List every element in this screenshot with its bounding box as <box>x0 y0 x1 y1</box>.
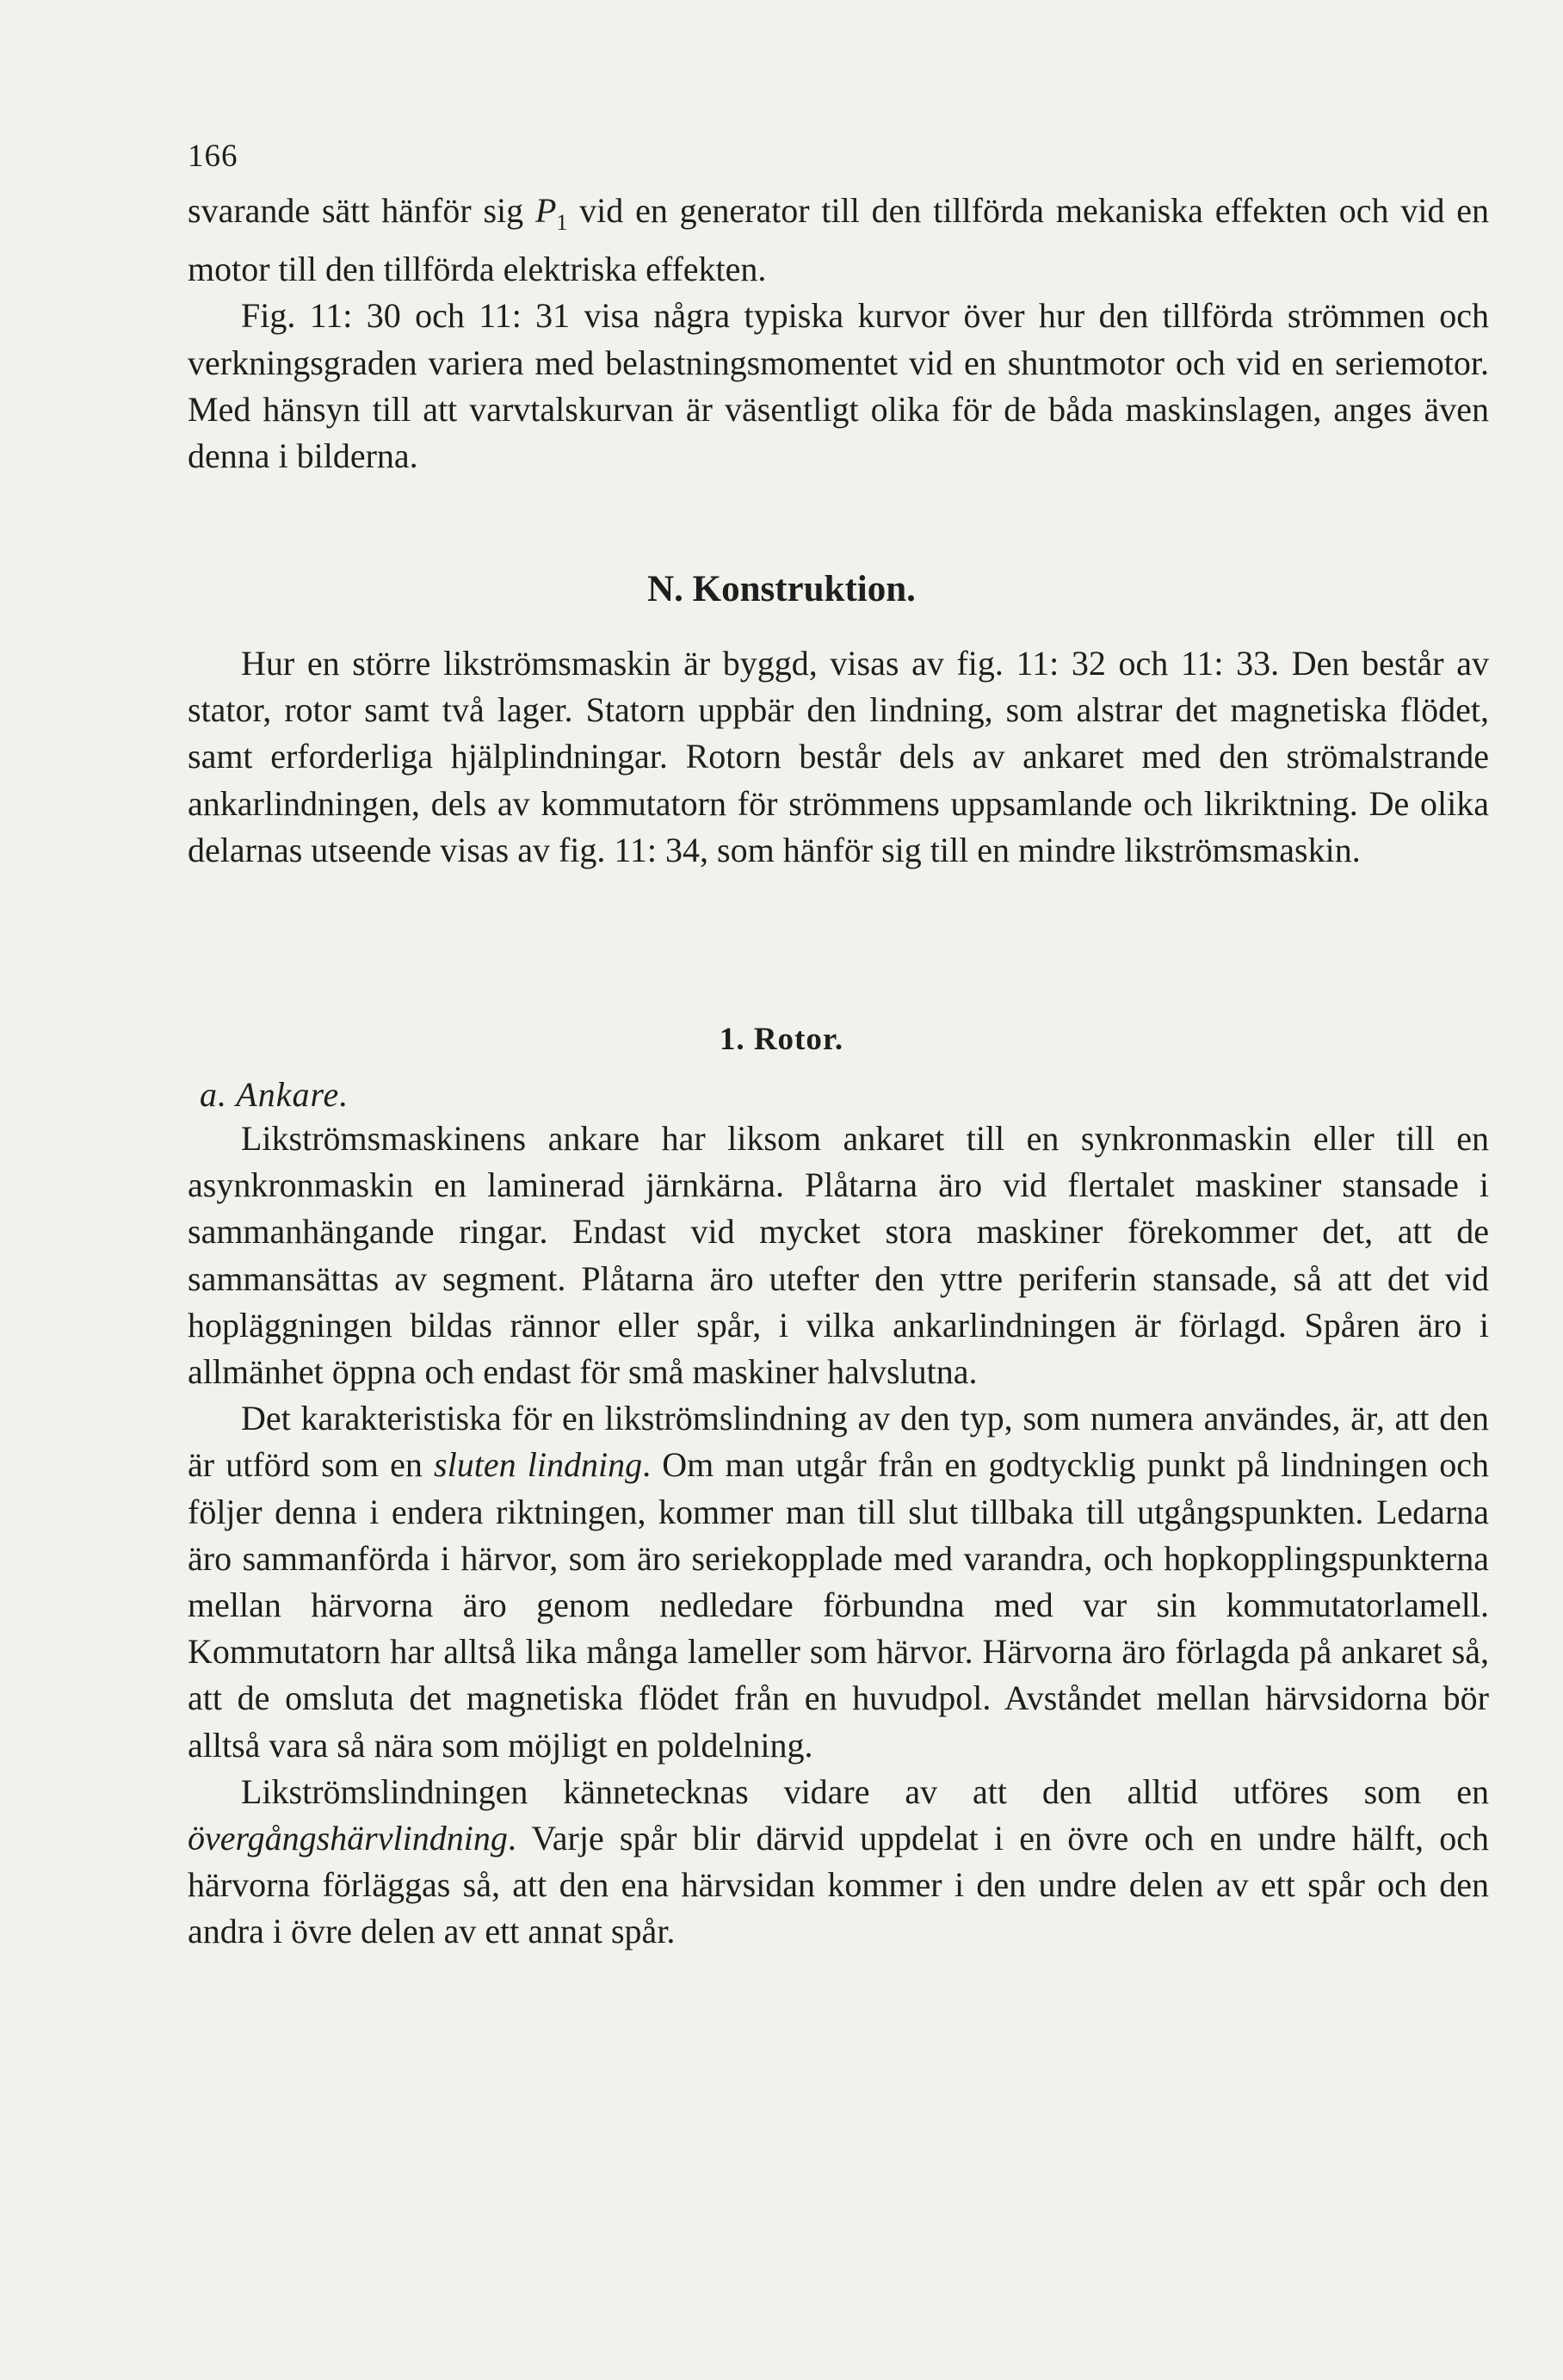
emphasis-term: övergångshärvlindning <box>188 1819 508 1858</box>
construction-paragraph: Hur en större likströmsmaskin är byggd, visas av fig. 11: 32 och 11: 33. Den består av stator, rotor samt två lager. Statorn uppbär den lindning, som alstrar det magnetiska flödet, samt erforderliga hjälplindningar. Rotorn består dels av ankaret med den strömalstrande ankarlindningen, dels av kommutatorn för strömmens uppsamlande och likriktning. De olika delarnas utseende visas av fig. 11: 34, som hänför sig till en mindre likströmsmaskin. <box>188 644 1489 869</box>
intro-paragraph-1 <box>188 188 1489 293</box>
text-run: svarande sätt hänför sig <box>188 191 535 230</box>
symbol-subscript: 1 <box>556 210 568 235</box>
subsection-heading: 1. Rotor. <box>719 1022 844 1057</box>
sub-subsection-heading: a. Ankare. <box>200 1075 349 1114</box>
section-heading: N. Konstruktion. <box>647 569 916 609</box>
rotor-paragraph-1: Likströmsmaskinens ankare har liksom ankaret till en synkronmaskin eller till en asynkronmaskin en laminerad järnkärna. Plåtarna äro vid flertalet maskiner stansade i sammanhängande ringar. Endast vid mycket stora maskiner förekommer det, att de sammansättas av segment. Plåtarna äro utefter den yttre periferin stansade, så att det vid hopläggningen bildas rännor eller spår, i vilka ankarlindningen är förlagd. Spåren äro i allmänhet öppna och endast för små maskiner halvslutna. <box>188 1119 1489 1392</box>
rotor-text <box>188 1116 1489 1956</box>
text-run: . Varje spår blir därvid uppdelat i en övre och en undre hälft, och härvorna förläggas så, att den ena härvsidan kommer i den undre delen av ett spår och den andra i övre delen av ett annat spår. <box>188 1819 1489 1951</box>
emphasis-term: sluten lindning <box>434 1445 643 1485</box>
text-run: . Om man utgår från en godtycklig punkt på lindningen och följer denna i endera riktningen, kommer man till slut tillbaka till utgångspunkten. Ledarna äro sammanförda i härvor, som äro seriekopplade med varandra, och hopkopplingspunkterna mellan härvorna äro genom nedledare förbundna med var sin kommutatorlamell. Kommutatorn har alltså lika många lameller som härvor. Härvorna äro förlagda på ankaret så, att de omsluta det magnetiska flödet från en huvudpol. Avståndet mellan härvsidorna bör alltså vara så nära som möjligt en poldelning. <box>188 1445 1490 1765</box>
text-run: vid en generator till den tillförda mekaniska effekten och vid en motor till den tillförda elektriska effekten. <box>188 191 1489 289</box>
text-run: Det karakteristiska för en likströmslindning av den typ, som numera användes, är, att den är utförd som en <box>188 1399 1489 1485</box>
rotor-paragraph-3 <box>188 1769 1489 1956</box>
page-number: 166 <box>188 139 238 174</box>
construction-text <box>188 640 1489 874</box>
symbol-p: P <box>534 191 557 230</box>
intro-text <box>188 188 1489 479</box>
text-run: Likströmslindningen kännetecknas vidare av att den alltid utföres som en <box>241 1771 1489 1811</box>
rotor-paragraph-2 <box>188 1395 1489 1769</box>
intro-paragraph-2: Fig. 11: 30 och 11: 31 visa några typiska kurvor över hur den tillförda strömmen och verkningsgraden variera med belastningsmomentet vid en shuntmotor och vid en seriemotor. Med hänsyn till att varvtalskurvan är väsentligt olika för de båda maskinslagen, anges även denna i bilderna. <box>188 296 1489 476</box>
